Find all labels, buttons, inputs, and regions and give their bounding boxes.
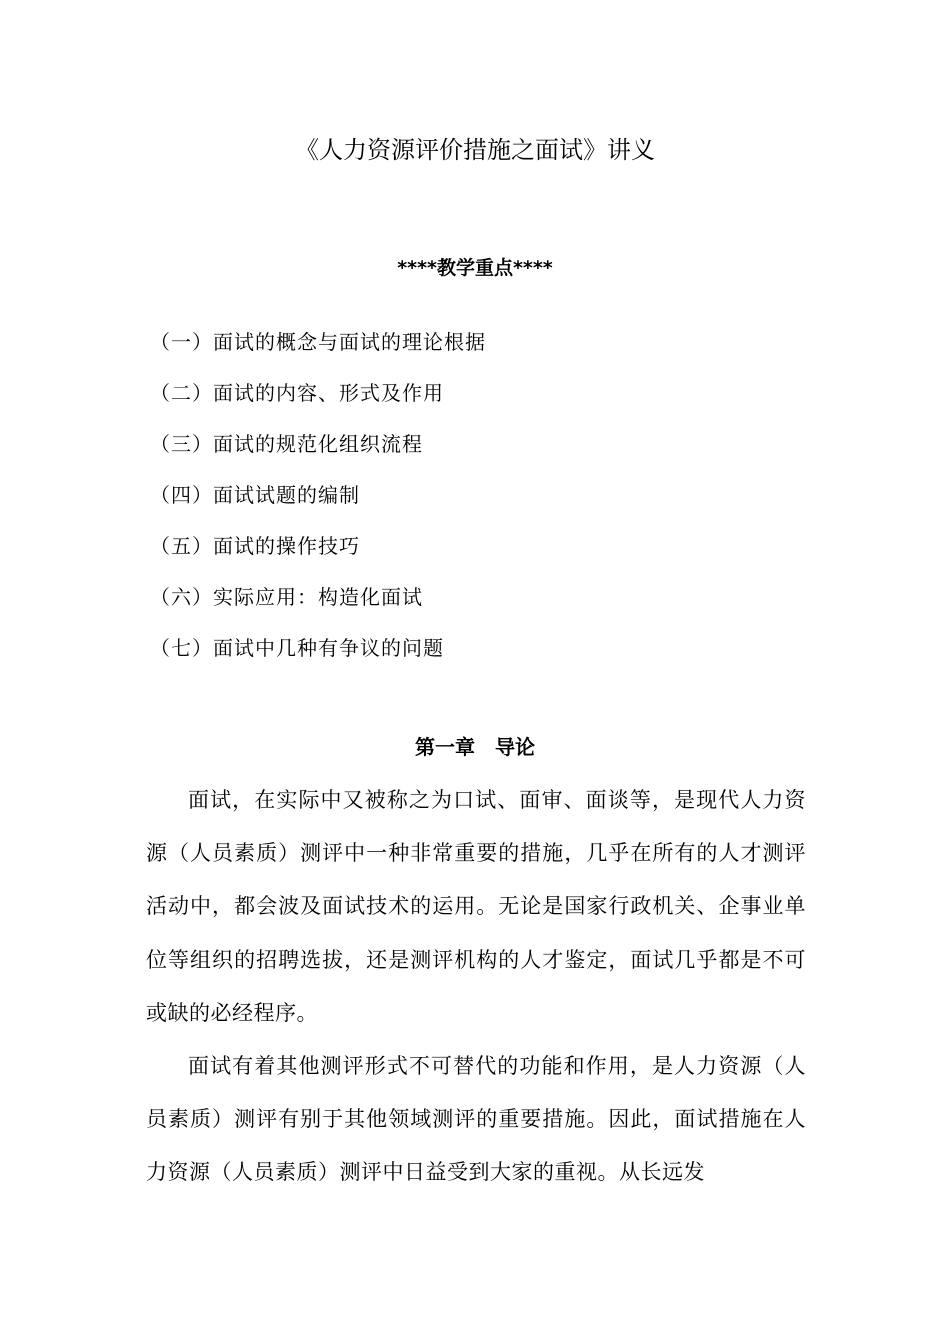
key-points-heading: ****教学重点**** bbox=[397, 257, 553, 279]
list-item: （二）面试的内容、形式及作用 bbox=[150, 381, 444, 405]
list-item: （三）面试的规范化组织流程 bbox=[150, 432, 423, 456]
list-item: （六）实际应用：构造化面试 bbox=[150, 585, 423, 609]
list-item: （五）面试的操作技巧 bbox=[150, 534, 360, 558]
paragraph: 面试，在实际中又被称之为口试、面审、面谈等，是现代人力资源（人员素质）测评中一种非常重要的措施，几乎在所有的人才测评活动中，都会波及面试技术的运用。无论是国家行政机关、企事业单位等组织的招聘选拔，还是测评机构的人才鉴定，面试几乎都是不可或缺的必经程序。 bbox=[146, 788, 806, 1025]
chapter-body bbox=[146, 774, 806, 1200]
list-item: （一）面试的概念与面试的理论根据 bbox=[150, 330, 486, 354]
key-points-list bbox=[150, 322, 810, 679]
list-item: （七）面试中几种有争议的问题 bbox=[150, 636, 444, 660]
list-item: （四）面试试题的编制 bbox=[150, 483, 360, 507]
paragraph: 面试有着其他测评形式不可替代的功能和作用，是人力资源（人员素质）测评有别于其他领域测评的重要措施。因此，面试措施在人力资源（人员素质）测评中日益受到大家的重视。从长远发 bbox=[146, 1054, 806, 1185]
document-title: 《人力资源评价措施之面试》讲义 bbox=[295, 136, 655, 164]
chapter-title: 第一章 导论 bbox=[415, 735, 535, 759]
